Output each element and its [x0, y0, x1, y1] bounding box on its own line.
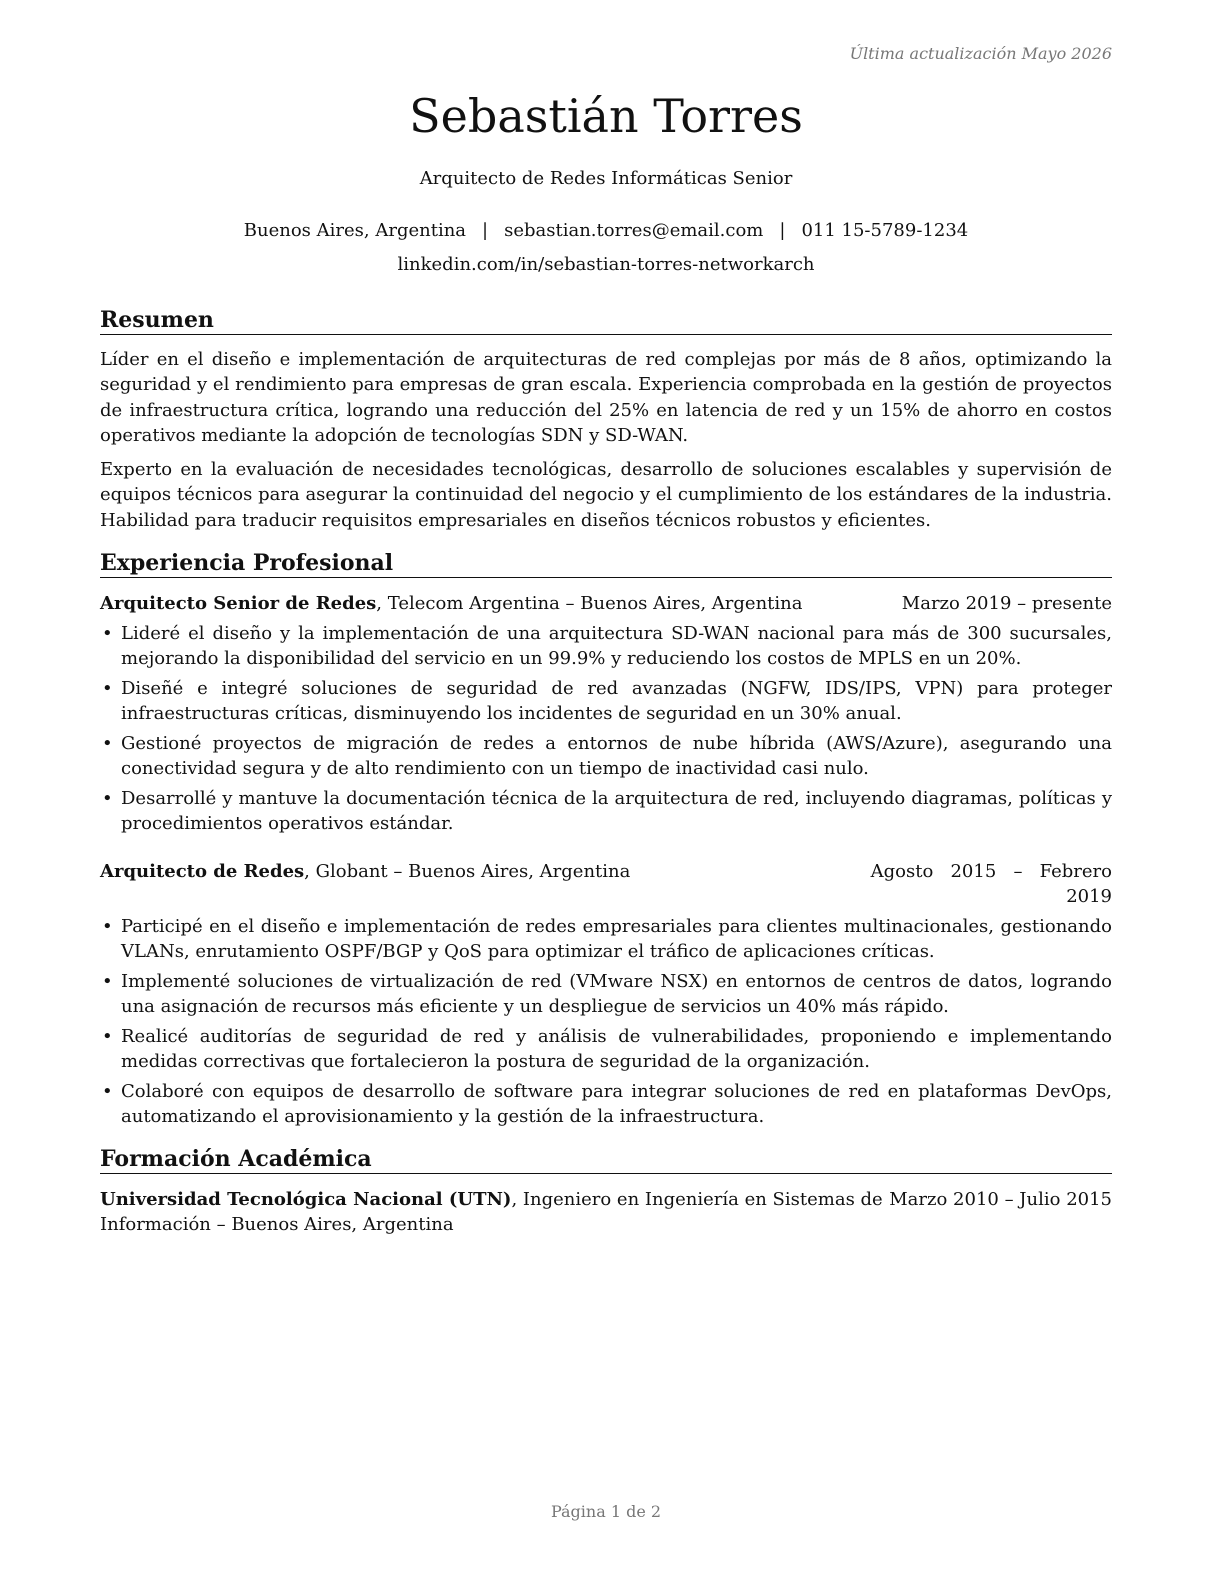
candidate-name: Sebastián Torres	[409, 89, 803, 143]
job-role: Arquitecto de Redes	[100, 861, 305, 882]
list-item: • Desarrollé y mantuve la documentación técnica de la arquitectura de red, incluyendo diagramas, políticas y procedimientos operativos estándar.	[100, 786, 1112, 836]
summary-paragraph-2: Experto en la evaluación de necesidades tecnológicas, desarrollo de soluciones escalables y supervisión de equipos técnicos para asegurar la continuidad del negocio y el cumplimiento de los estándares de la industria. Habilidad para traducir requisitos empresariales en diseños técnicos robustos y eficientes.	[100, 459, 1112, 531]
list-item: • Implementé soluciones de virtualización de red (VMware NSX) en entornos de centros de datos, logrando una asignación de recursos más eficiente y un despliegue de servicios un 40% más rápido.	[100, 969, 1112, 1019]
job-company: , Telecom Argentina – Buenos Aires, Argentina	[376, 593, 803, 614]
list-item: • Diseñé e integré soluciones de seguridad de red avanzadas (NGFW, IDS/IPS, VPN) para proteger infraestructuras críticas, disminuyendo los incidentes de seguridad en un 30% anual.	[100, 676, 1112, 726]
job-role: Arquitecto Senior de Redes	[100, 593, 377, 614]
job-dates-line-2: 2019	[1066, 886, 1112, 907]
section-education-heading: Formación Académica	[100, 1145, 1112, 1174]
school-name: Universidad Tecnológica Nacional (UTN)	[100, 1189, 512, 1210]
separator: |	[482, 220, 489, 241]
location: Buenos Aires, Argentina	[243, 220, 467, 241]
phone: 011 15-5789-1234	[801, 220, 969, 241]
list-item: • Lideré el diseño y la implementación de una arquitectura SD-WAN nacional para más de 300 sucursales, mejorando la disponibilidad del servicio en un 99.9% y reduciendo los costos de MPLS en un 20%.	[100, 621, 1112, 671]
education-dates: Marzo 2010 – Julio 2015	[889, 1189, 1112, 1210]
degree: , Ingeniero en Ingeniería en Sistemas de Información – Buenos Aires, Argentina	[100, 1189, 883, 1235]
job-bullets	[100, 621, 1112, 841]
section-experience-heading: Experiencia Profesional	[100, 549, 1112, 578]
separator: |	[779, 220, 786, 241]
list-item: • Participé en el diseño e implementación de redes empresariales para clientes multinacionales, gestionando VLANs, enrutamiento OSPF/BGP y QoS para optimizar el tráfico de aplicaciones críticas.	[100, 914, 1112, 964]
job-dates	[871, 859, 1112, 909]
job-dates-line-1: Agosto 2015 – Febrero	[870, 861, 1112, 882]
contact-line	[100, 219, 1112, 243]
list-item: • Gestioné proyectos de migración de redes a entornos de nube híbrida (AWS/Azure), asegurando una conectividad segura y de alto rendimiento con un tiempo de inactividad casi nulo.	[100, 731, 1112, 781]
page-number: Página 1 de 2	[550, 1502, 662, 1521]
resume-page	[100, 0, 1112, 1584]
job-dates: Marzo 2019 – presente	[901, 593, 1112, 614]
linkedin-link[interactable]: linkedin.com/in/sebastian-torres-networkarch	[397, 254, 815, 275]
candidate-title: Arquitecto de Redes Informáticas Senior	[419, 168, 793, 189]
last-updated: Última actualización Mayo 2026	[849, 44, 1112, 63]
email-link[interactable]: sebastian.torres@email.com	[504, 220, 764, 241]
job-company: , Globant – Buenos Aires, Argentina	[304, 861, 631, 882]
list-item: • Colaboré con equipos de desarrollo de software para integrar soluciones de red en plataformas DevOps, automatizando el aprovisionamiento y la gestión de la infraestructura.	[100, 1079, 1112, 1129]
list-item: • Realicé auditorías de seguridad de red y análisis de vulnerabilidades, proponiendo e implementando medidas correctivas que fortalecieron la postura de seguridad de la organización.	[100, 1024, 1112, 1074]
job-bullets	[100, 914, 1112, 1134]
section-summary-heading: Resumen	[100, 306, 1112, 335]
summary-paragraph-1: Líder en el diseño e implementación de arquitecturas de red complejas por más de 8 años, optimizando la seguridad y el rendimiento para empresas de gran escala. Experiencia comprobada en la gestión de proyectos de infraestructura crítica, logrando una reducción del 25% en latencia de red y un 15% de ahorro en costos operativos mediante la adopción de tecnologías SDN y SD-WAN.	[100, 349, 1112, 446]
